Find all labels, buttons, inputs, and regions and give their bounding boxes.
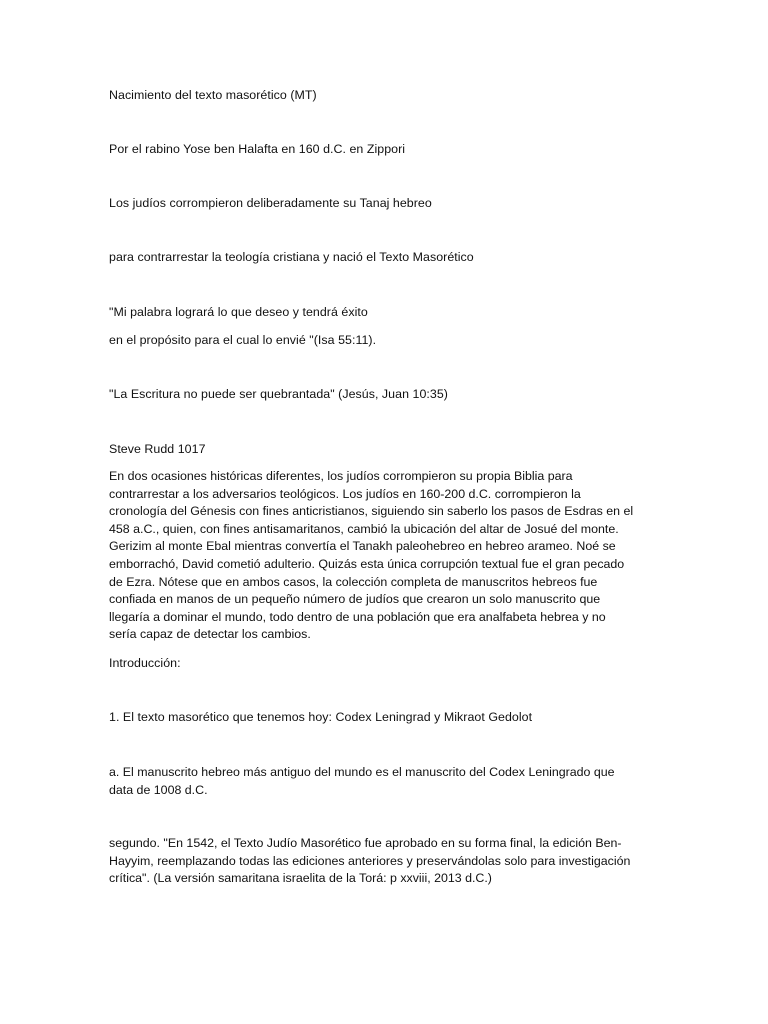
claim-line-2: para contrarrestar la teología cristiana y nació el Texto Masorético [109, 250, 474, 264]
summary-line: confiada en manos de un pequeño número de judíos que crearon un solo manuscrito que [109, 592, 601, 607]
segundo-paragraph [109, 835, 654, 888]
summary-line: cronología del Génesis con fines anticristianos, siguiendo sin saberlo los pasos de Esdras en el [109, 504, 634, 519]
summary-line: emborrachó, David cometió adulterio. Quizás esta única corrupción textual fue el gran pecado [109, 556, 625, 571]
document-title: Nacimiento del texto masorético (MT) [109, 88, 317, 102]
summary-line: contrarrestar a los adversarios teológicos. Los judíos en 160-200 d.C. corrompieron la [109, 486, 581, 501]
claim-line-1: Los judíos corrompieron deliberadamente su Tanaj hebreo [109, 196, 432, 210]
summary-line: 458 a.C., quien, con fines antisamaritanos, cambió la ubicación del altar de Josué del monte. [109, 521, 619, 536]
author-line: Steve Rudd 1017 [109, 442, 206, 456]
quote-isaiah-line-1: "Mi palabra logrará lo que deseo y tendrá éxito [109, 305, 368, 319]
segundo-line: segundo. "En 1542, el Texto Judío Masorético fue aprobado en su forma final, la edición Ben- [109, 836, 622, 850]
summary-paragraph [109, 468, 654, 644]
summary-line: En dos ocasiones históricas diferentes, los judíos corrompieron su propia Biblia para [109, 469, 573, 483]
item-a-paragraph [109, 764, 654, 799]
summary-line: sería capaz de detectar los cambios. [109, 627, 311, 642]
quote-isaiah-line-2: en el propósito para el cual lo envié "(Isa 55:11). [109, 333, 377, 347]
intro-heading: Introducción: [109, 656, 181, 670]
item-a-line: a. El manuscrito hebreo más antiguo del mundo es el manuscrito del Codex Leningrado que [109, 765, 615, 779]
summary-line: Gerizim al monte Ebal mientras convertía el Tanakh paleohebreo en hebreo arameo. Noé se [109, 539, 616, 554]
item-a-line: data de 1008 d.C. [109, 782, 208, 797]
quote-john: "La Escritura no puede ser quebrantada" (Jesús, Juan 10:35) [109, 387, 448, 401]
summary-line: de Ezra. Nótese que en ambos casos, la colección completa de manuscritos hebreos fue [109, 574, 598, 589]
section-1-heading: 1. El texto masorético que tenemos hoy: Codex Leningrad y Mikraot Gedolot [109, 710, 533, 724]
segundo-line: Hayyim, reemplazando todas las ediciones anteriores y preservándolas solo para investigación [109, 853, 631, 868]
segundo-line: crítica". (La versión samaritana israelita de la Torá: p xxviii, 2013 d.C.) [109, 871, 492, 886]
byline: Por el rabino Yose ben Halafta en 160 d.C. en Zippori [109, 142, 406, 156]
summary-line: llegaría a dominar el mundo, todo dentro de una población que era analfabeta hebrea y no [109, 609, 606, 624]
